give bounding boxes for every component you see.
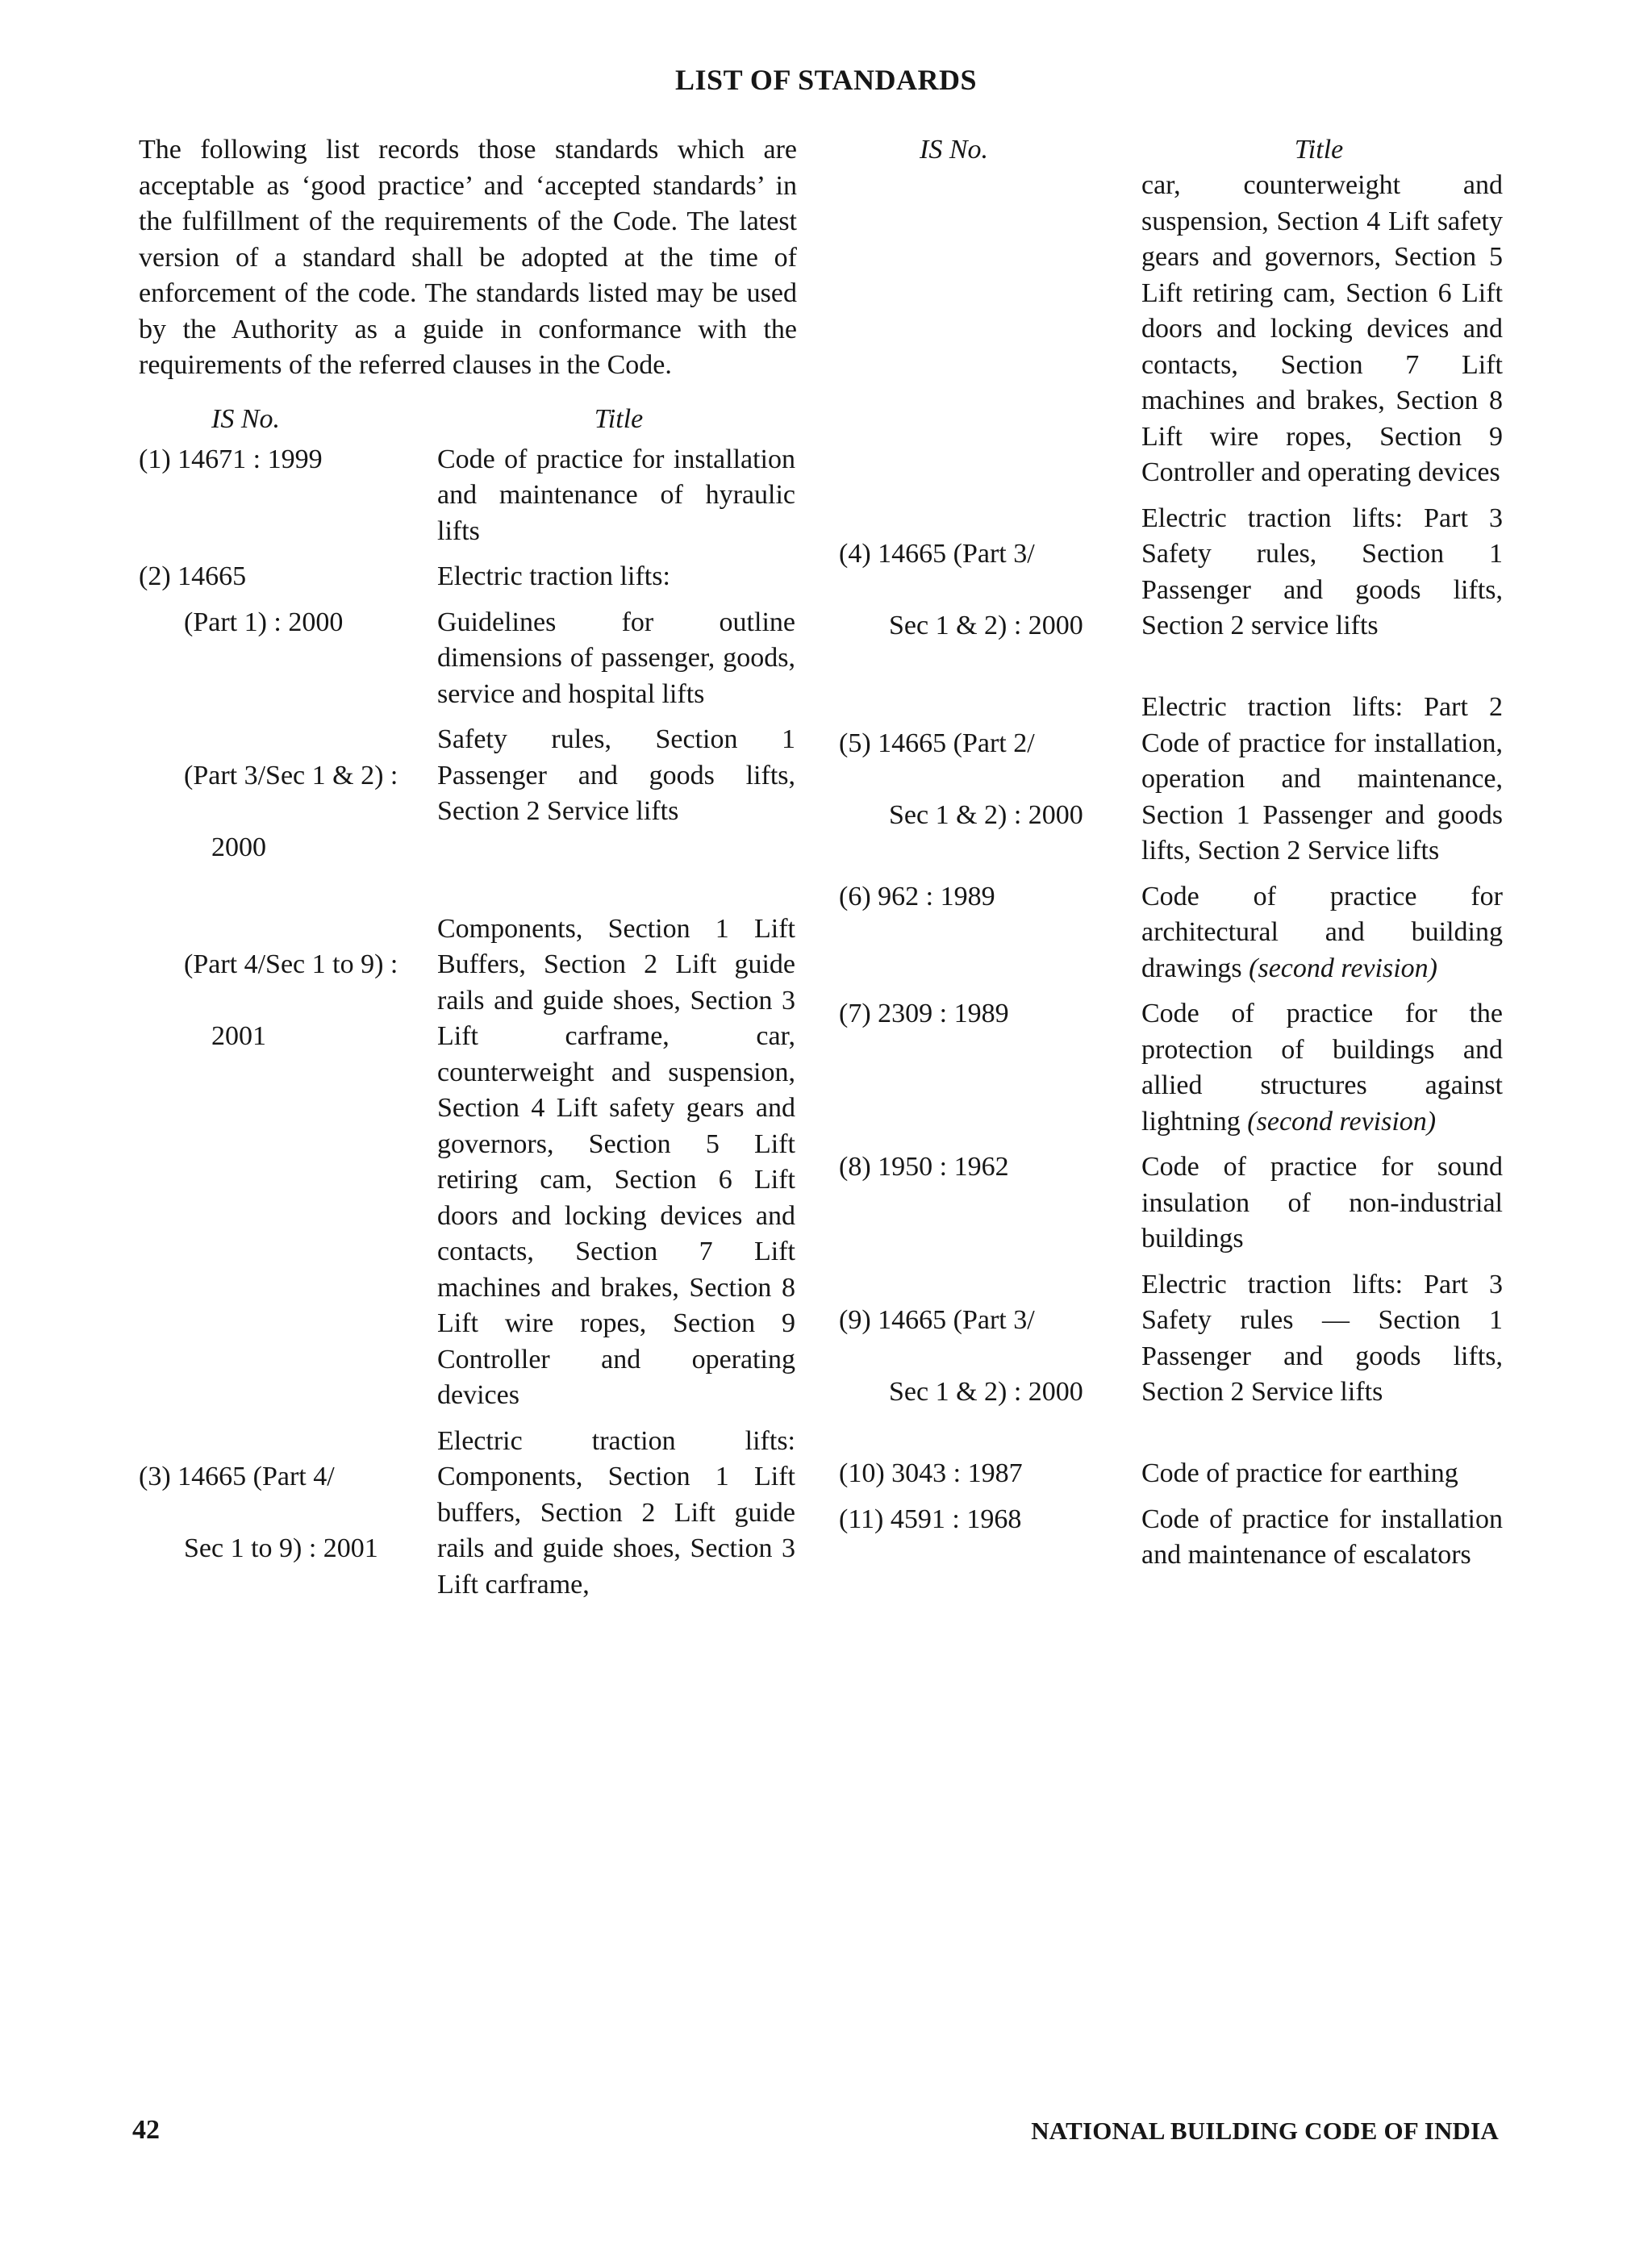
standard-title: Electric traction lifts: Part 3 Safety rules, Section 1 Passenger and goods lifts, Section 2 service lifts bbox=[1141, 503, 1503, 640]
standard-title bbox=[1141, 879, 1503, 987]
standard-title: Code of practice for installation and maintenance of escalators bbox=[1141, 1504, 1503, 1570]
standard-number bbox=[839, 1267, 1141, 1447]
standard-entry-10 bbox=[839, 1456, 1510, 1492]
right-column bbox=[839, 132, 1510, 1583]
standard-entry-5 bbox=[839, 690, 1510, 870]
standard-title: Electric traction lifts: Part 2 Code of practice for installation, operation and maintenance, Section 1 Passenger and goods lifts, Section 2 Service lifts bbox=[1141, 692, 1503, 866]
standard-entry-2-part-3 bbox=[139, 722, 800, 902]
standard-entry-2-part-4 bbox=[139, 911, 800, 1414]
standard-title: Electric traction lifts: bbox=[437, 561, 670, 591]
standard-number-line-2: Sec 1 to 9) : 2001 bbox=[184, 1533, 378, 1563]
standard-title-text: Code of practice for the protection of buildings and allied structures against lightning bbox=[1141, 999, 1503, 1137]
standard-title: Code of practice for sound insulation of non-industrial buildings bbox=[1141, 1152, 1503, 1253]
standard-number-line-2: Sec 1 & 2) : 2000 bbox=[889, 799, 1083, 830]
standard-number-line-1: (3) 14665 (Part 4/ bbox=[139, 1462, 335, 1491]
standard-title: Code of practice for earthing bbox=[1141, 1458, 1458, 1488]
standard-title: Safety rules, Section 1 Passenger and goods lifts, Section 2 Service lifts bbox=[437, 724, 795, 826]
standard-entry-11 bbox=[839, 1502, 1510, 1574]
title-header: Title bbox=[1294, 135, 1344, 165]
standard-entry-7 bbox=[839, 996, 1510, 1140]
standard-entry-4 bbox=[839, 501, 1510, 681]
standard-number: (11) 4591 : 1968 bbox=[839, 1504, 1022, 1534]
standard-title: Electric traction lifts: Part 3 Safety rules — Section 1 Passenger and goods lifts, Section 2 Service lifts bbox=[1141, 1269, 1503, 1407]
standard-title: car, counterweight and suspension, Section 4 Lift safety gears and governors, Section 5 Lift retiring cam, Section 6 Lift doors and locking devices and contacts, Section 7 Lift machines and brakes, Section 8 Lift wire ropes, Section 9 Controller and operating devices bbox=[1141, 170, 1503, 487]
standard-entry-1 bbox=[139, 442, 800, 550]
standard-entry-3 bbox=[139, 1424, 800, 1604]
isno-header: IS No. bbox=[920, 135, 988, 165]
isno-header: IS No. bbox=[211, 403, 280, 434]
publication-title: NATIONAL BUILDING CODE OF INDIA bbox=[1031, 2117, 1499, 2145]
standard-title-text: Code of practice for architectural and building drawings bbox=[1141, 881, 1503, 983]
standard-entry-9 bbox=[839, 1267, 1510, 1447]
table-header bbox=[139, 402, 800, 437]
standard-number bbox=[139, 911, 437, 1414]
standard-number: (7) 2309 : 1989 bbox=[839, 999, 1009, 1028]
page-title: LIST OF STANDARDS bbox=[675, 64, 977, 96]
standard-number: (8) 1950 : 1962 bbox=[839, 1152, 1009, 1182]
standard-title: Electric traction lifts: Components, Section 1 Lift buffers, Section 2 Lift guide rails and guide shoes, Section 3 Lift carframe, bbox=[437, 1425, 795, 1600]
standard-number-line-1: (5) 14665 (Part 2/ bbox=[839, 728, 1035, 758]
standard-number bbox=[139, 722, 437, 902]
standard-number-line-2: Sec 1 & 2) : 2000 bbox=[889, 611, 1083, 640]
standard-number: (2) 14665 bbox=[139, 561, 247, 591]
standard-number-line-2: 2001 bbox=[211, 1021, 266, 1051]
revision-note: (second revision) bbox=[1247, 1106, 1437, 1137]
standard-number: (Part 1) : 2000 bbox=[184, 607, 344, 637]
title-header: Title bbox=[594, 403, 644, 434]
standard-number bbox=[839, 501, 1141, 681]
table-header bbox=[839, 132, 1510, 168]
standard-number bbox=[139, 1424, 437, 1604]
standard-entry-6 bbox=[839, 879, 1510, 987]
standard-number bbox=[839, 690, 1141, 870]
standard-number: (6) 962 : 1989 bbox=[839, 881, 995, 911]
standard-number-line-2: 2000 bbox=[211, 832, 266, 862]
standard-title: Guidelines for outline dimensions of passenger, goods, service and hospital lifts bbox=[437, 607, 795, 709]
standard-number-line-2: Sec 1 & 2) : 2000 bbox=[889, 1377, 1083, 1407]
standard-title bbox=[1141, 996, 1503, 1140]
standard-title: Components, Section 1 Lift Buffers, Section 2 Lift guide rails and guide shoes, Section 3 Lift carframe, car, counterweight and suspension, Section 4 Lift safety gears and governors, Section 5 Lift retiring cam, Section 6 Lift doors and locking devices and contacts, Section 7 Lift machines and brakes, Section 8 Lift wire ropes, Section 9 Controller and operating devices bbox=[437, 913, 795, 1410]
standard-entry-2-part-1 bbox=[139, 605, 800, 713]
standard-number-line-1: (9) 14665 (Part 3/ bbox=[839, 1305, 1035, 1335]
standard-number: (10) 3043 : 1987 bbox=[839, 1458, 1023, 1488]
standard-entry-2 bbox=[139, 559, 800, 595]
standard-number: (1) 14671 : 1999 bbox=[139, 444, 323, 474]
standard-entry-8 bbox=[839, 1149, 1510, 1258]
revision-note: (second revision) bbox=[1249, 953, 1437, 983]
standard-entry-3-continued bbox=[839, 168, 1510, 491]
left-column bbox=[139, 132, 800, 1612]
standard-number-line-1: (Part 3/Sec 1 & 2) : bbox=[184, 760, 398, 790]
page-number: 42 bbox=[132, 2115, 160, 2145]
standard-title: Code of practice for installation and maintenance of hyraulic lifts bbox=[437, 444, 795, 546]
intro-paragraph: The following list records those standards which are acceptable as ‘good practice’ and ‘accepted standards’ in the fulfillment of the requirements of the Code. The latest version of a standard shall be adopted at the time of enforcement of the code. The standards listed may be used by the Authority as a guide in conformance with the requirements of the referred clauses in the Code. bbox=[139, 135, 797, 380]
standard-number-line-1: (Part 4/Sec 1 to 9) : bbox=[184, 949, 398, 979]
standard-number-line-1: (4) 14665 (Part 3/ bbox=[839, 539, 1035, 569]
